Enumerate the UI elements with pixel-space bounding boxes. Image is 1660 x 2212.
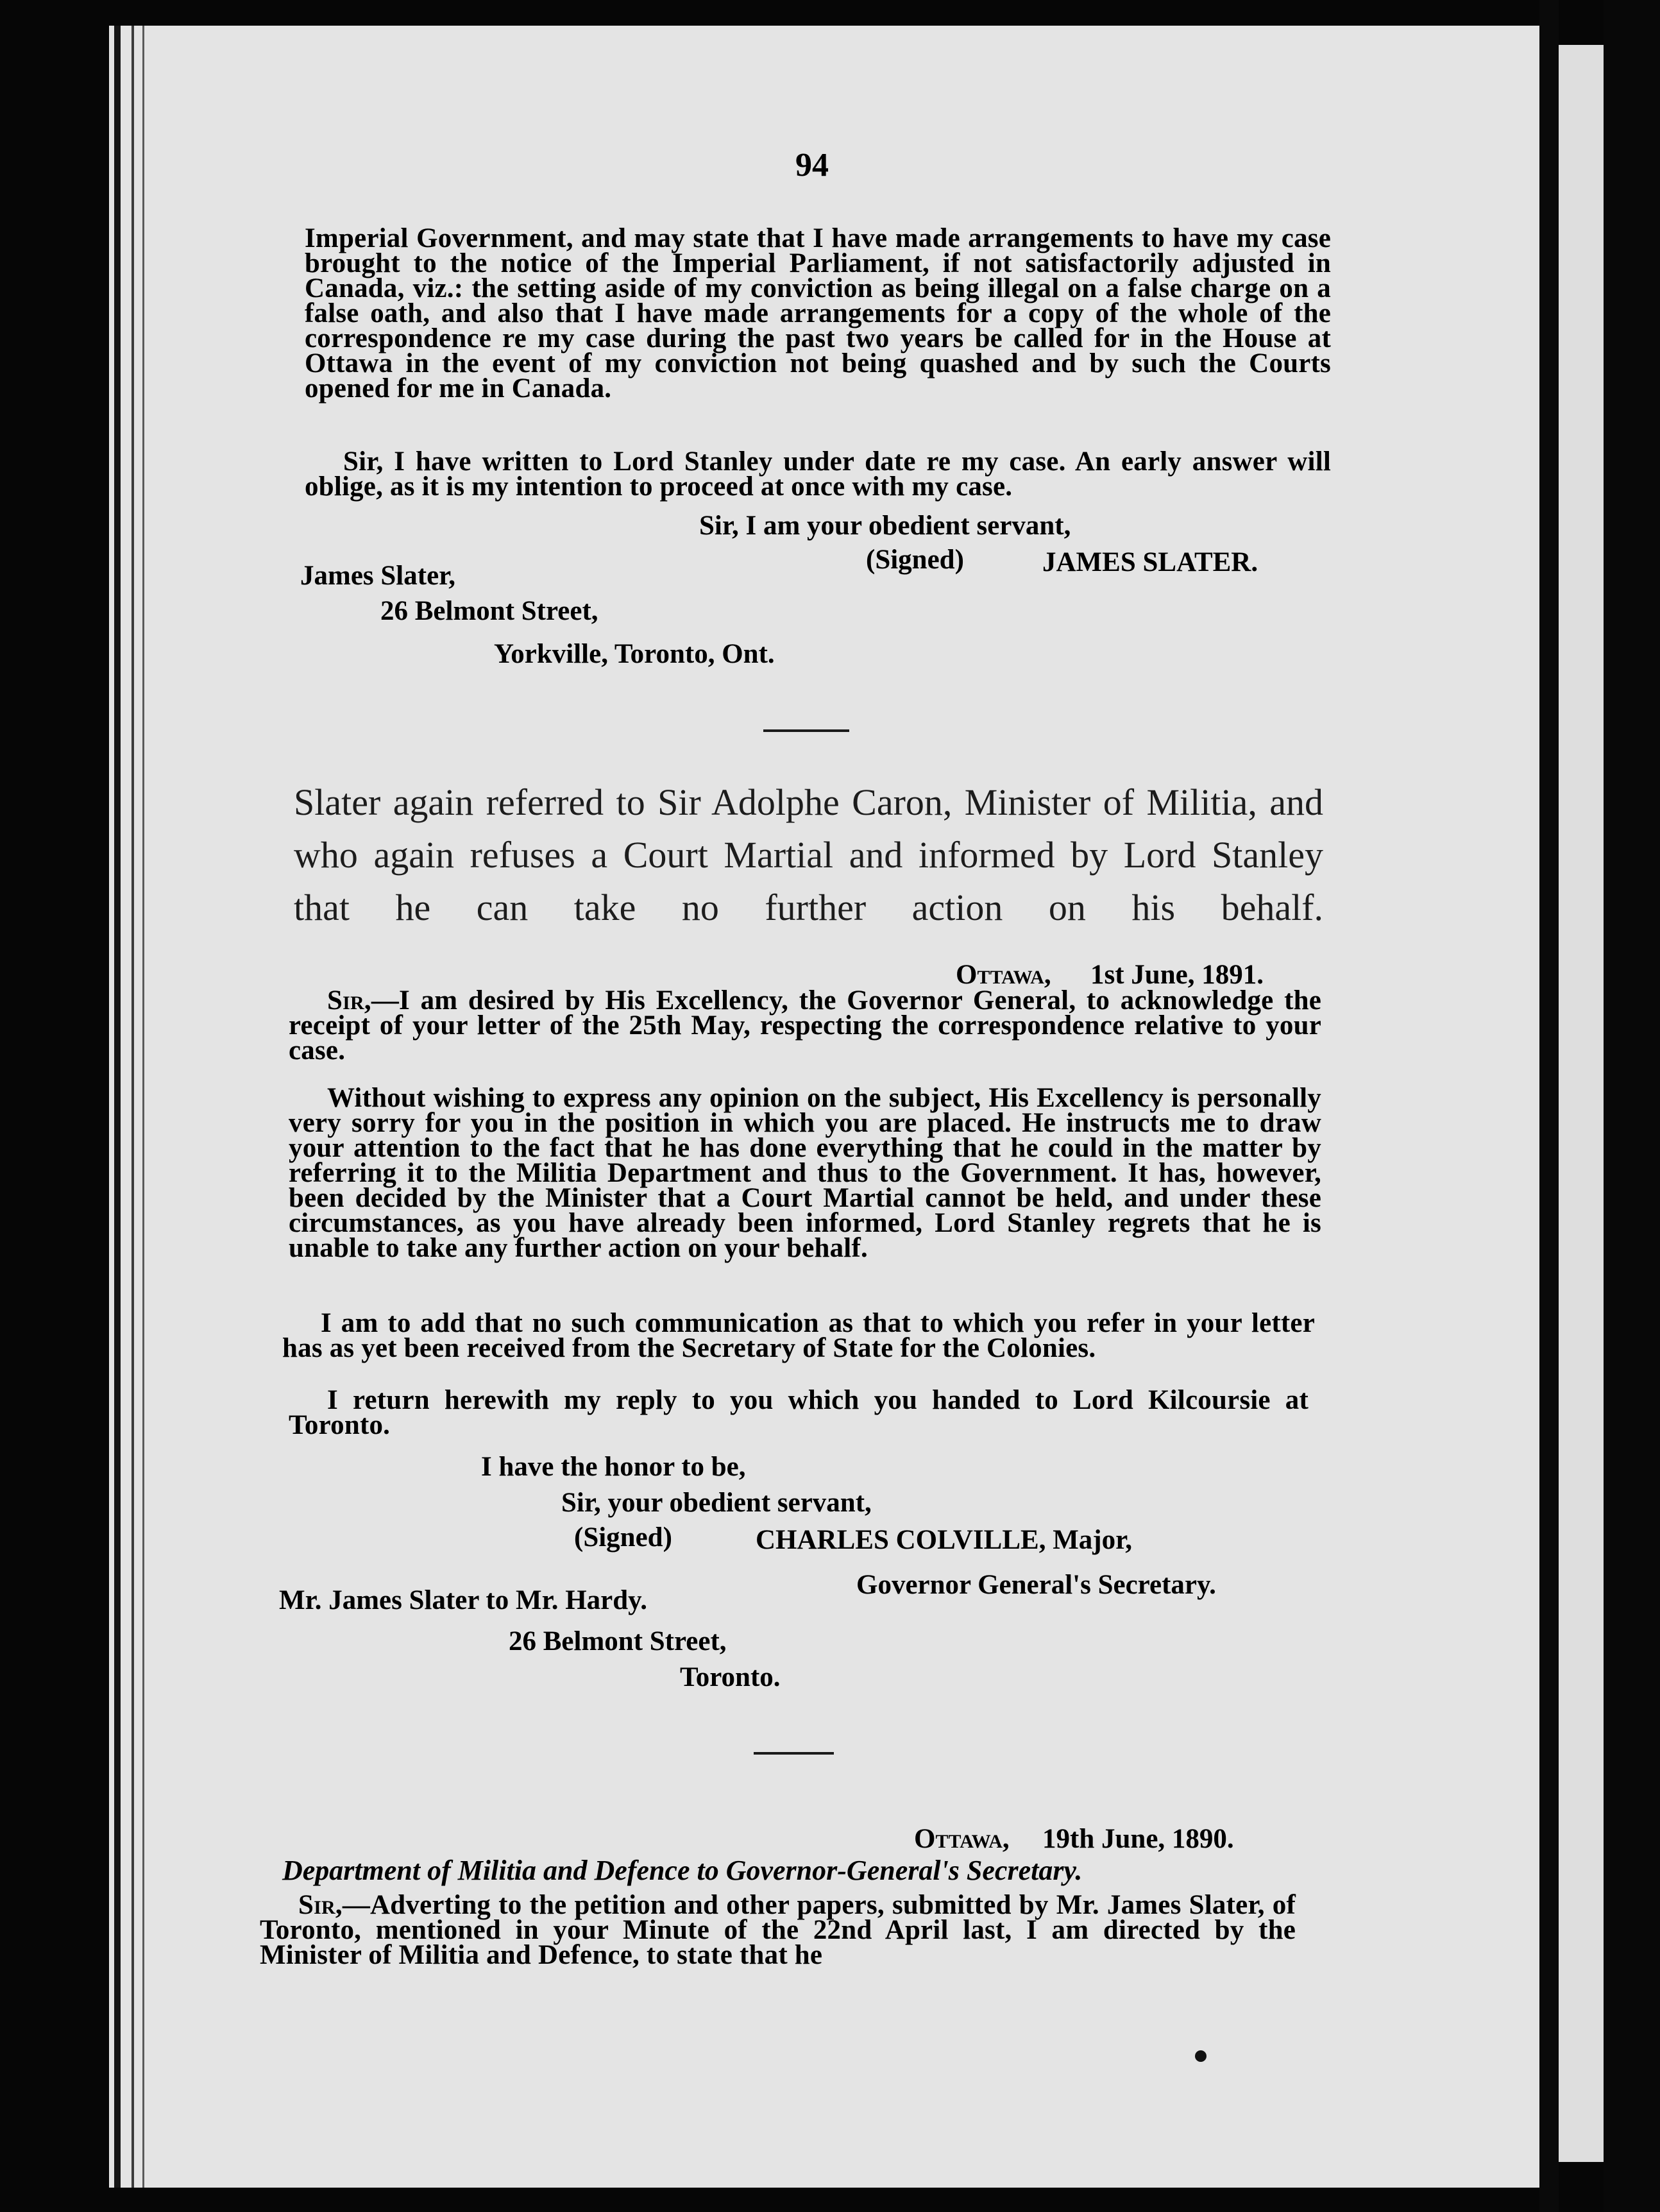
letter1-closing: Sir, I am your obedient servant,: [699, 511, 1071, 541]
letter1-signed: (Signed): [866, 545, 964, 575]
letter2-title: Governor General's Secretary.: [856, 1570, 1216, 1600]
page-edge: [114, 26, 121, 2188]
section-heading: Slater again referred to Sir Adolphe Caron, Minister of Militia, and who again refuses a Court Martial and informed by Lord Stanley that he can take no further action on his behalf.: [294, 781, 1323, 928]
letter1-address-line: Yorkville, Toronto, Ont.: [494, 639, 775, 669]
letter2-date: 1st June, 1891.: [1090, 960, 1264, 990]
letter2-body-2: Without wishing to express any opinion on the subject, His Excellency is personally very sorry for you in the position in which you are placed. He instructs me to draw your attention to the fact that he has done everything that he could in the matter by referring it to the Militia Department and thus to the Government. It has, however, been decided by the Minister that a Court Martial cannot be held, and under these circumstances, as you have already been informed, Lord Stanley regrets that he is unable to take any further action on your behalf.: [289, 1083, 1321, 1263]
facing-page-edge: [1559, 45, 1610, 2162]
page-edge: [131, 26, 134, 2188]
letter3-heading: Department of Militia and Defence to Governor-General's Secretary.: [282, 1855, 1083, 1886]
letter2-address-line: Toronto.: [680, 1662, 781, 1692]
letter2-closing-2: Sir, your obedient servant,: [561, 1488, 872, 1518]
ink-speck: [1195, 2050, 1207, 2062]
section-divider: [763, 729, 849, 732]
letter3-date: 19th June, 1890.: [1042, 1824, 1234, 1854]
letter2-signed: (Signed): [574, 1522, 672, 1553]
letter1-para2: Sir, I have written to Lord Stanley under date re my case. An early answer will oblige, as it is my intention to proceed at once with my case.: [305, 447, 1331, 502]
letter1-body: Imperial Government, and may state that I have made arrangements to have my case brought to the notice of the Imperial Parliament, if not satisfactorily adjusted in Canada, viz.: the setting aside of my conviction as being illegal on a false charge on a false oath, and also that I have made arrangements for a copy of the whole of the correspondence re my case during the past two years be called for in the House at Ottawa in the event of my conviction not being quashed and by such the Courts opened for me in Canada.: [305, 223, 1331, 404]
letter2-closing-1: I have the honor to be,: [481, 1452, 746, 1482]
scan-border: [1604, 0, 1660, 2212]
gutter: [1539, 0, 1559, 2212]
letter2-body-4: I return herewith my reply to you which you handed to Lord Kilcoursie at Toronto.: [289, 1385, 1309, 1440]
letter1-address-line: 26 Belmont Street,: [380, 596, 598, 626]
letter2-body: [289, 985, 1321, 1066]
page-edge: [142, 26, 144, 2188]
letter3-body: [260, 1890, 1296, 1970]
letter1-signature: JAMES SLATER.: [1042, 547, 1258, 577]
letter2-address-line: 26 Belmont Street,: [509, 1626, 727, 1656]
letter2-address-line: Mr. James Slater to Mr. Hardy.: [279, 1585, 648, 1615]
letter2-place: Ottawa,: [956, 960, 1051, 990]
letter1-address-line: James Slater,: [300, 561, 456, 591]
letter2-body-3: I am to add that no such communication as that to which you refer in your letter has as yet been received from the Secretary of State for the Colonies.: [282, 1308, 1315, 1363]
letter2-signature: CHARLES COLVILLE, Major,: [756, 1525, 1132, 1555]
letter3-body-text: —Adverting to the petition and other papers, submitted by Mr. James Slater, of Toronto, mentioned in your Minute of the 22nd April last, I am directed by the Minister of Militia and Defence, to state that he: [260, 1890, 1296, 1970]
letter3-salutation: Sir,: [298, 1890, 343, 1920]
page-number: 94: [795, 147, 829, 183]
letter3-place: Ottawa,: [914, 1824, 1010, 1854]
letter2-body-1: —I am desired by His Excellency, the Governor General, to acknowledge the receipt of your letter of the 25th May, respecting the correspondence relative to your case.: [289, 985, 1321, 1066]
letter2-salutation: Sir,: [327, 985, 371, 1016]
section-divider: [754, 1752, 834, 1755]
